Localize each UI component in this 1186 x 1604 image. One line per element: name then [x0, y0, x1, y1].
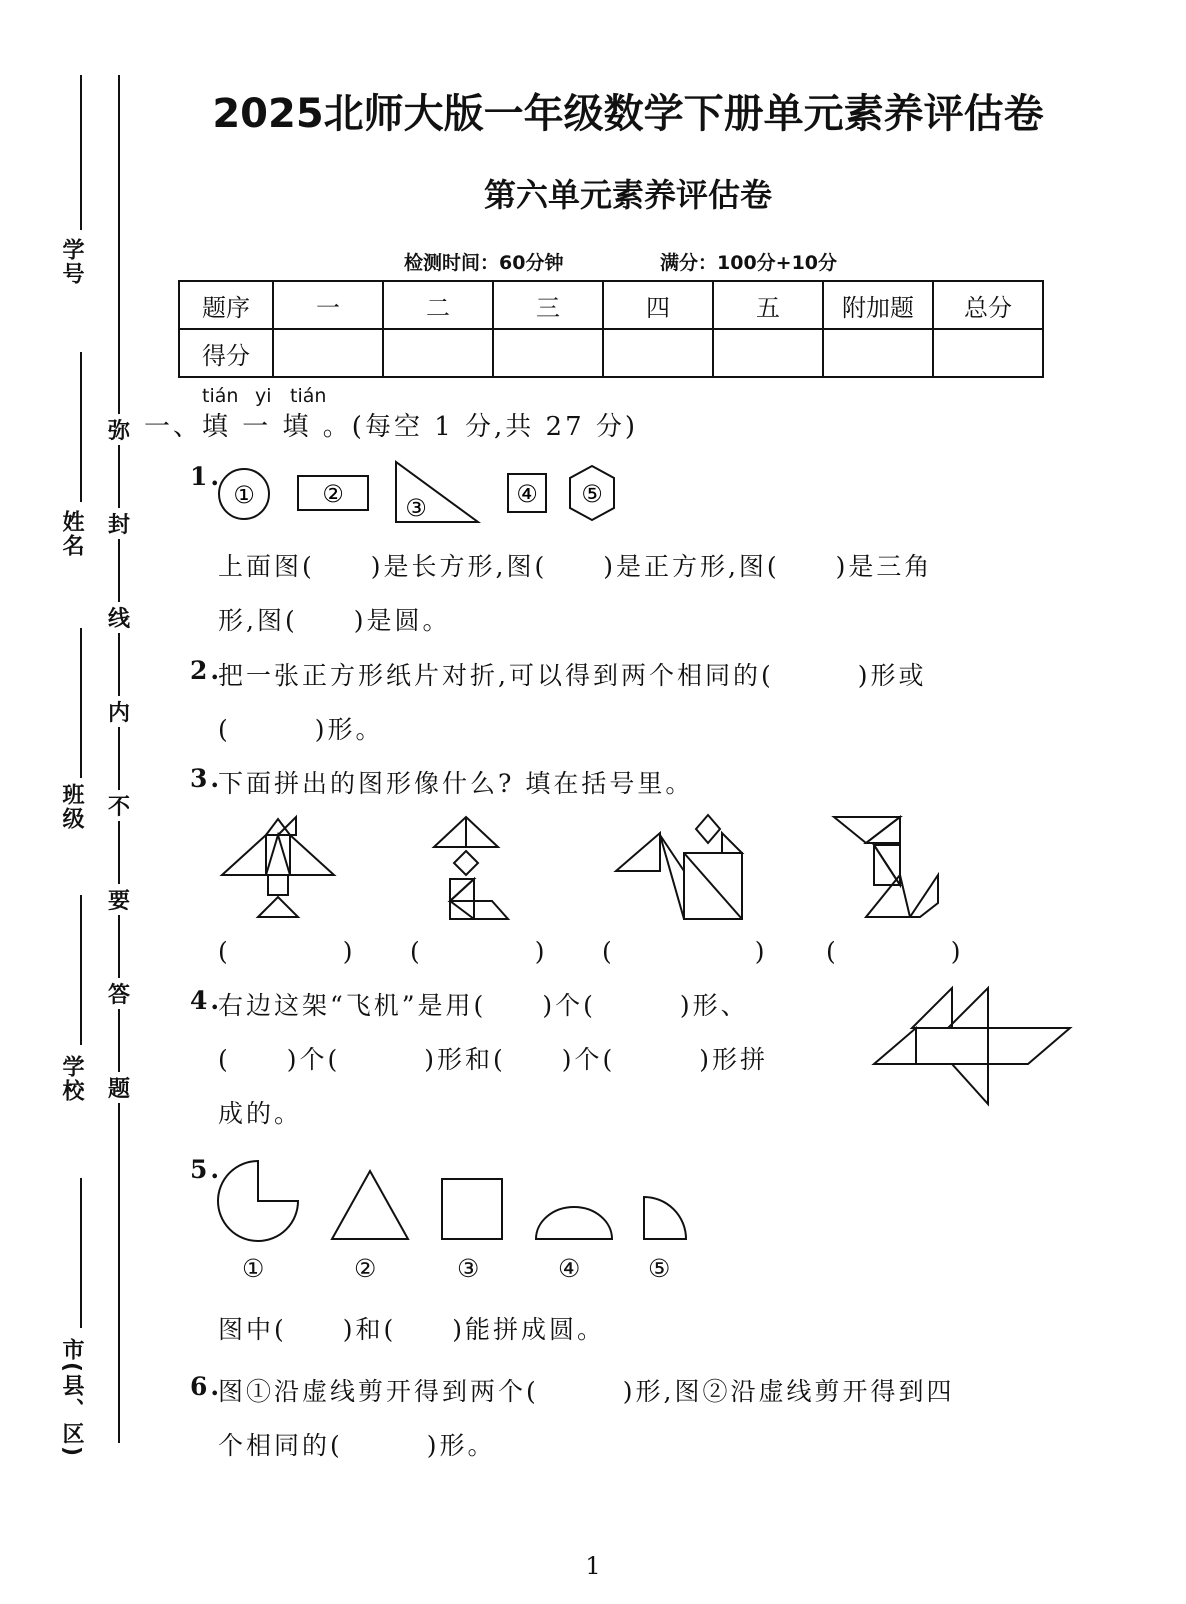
score-input-cell[interactable]	[383, 329, 493, 377]
binding-line-outer	[80, 628, 82, 778]
seal-char: 线	[104, 602, 134, 633]
question-text: ( )个( )形和( )个( )形拼	[218, 1045, 769, 1074]
score-cell: 题序	[179, 281, 273, 329]
tangram-bird	[222, 817, 334, 917]
label-class: 班级	[59, 783, 84, 831]
seal-char: 内	[104, 696, 134, 727]
answer-blank[interactable]: ( )	[410, 937, 548, 966]
shape-label: ④	[558, 1254, 584, 1283]
semicircle-shape	[536, 1207, 612, 1239]
score-cell: 四	[603, 281, 713, 329]
question-text: 把一张正方形纸片对折,可以得到两个相同的( )形或	[218, 661, 927, 690]
binding-line-outer	[80, 895, 82, 1045]
seal-char: 答	[104, 978, 134, 1009]
shape-label: ②	[354, 1254, 380, 1283]
shape-label: ③	[457, 1254, 483, 1283]
score-input-cell[interactable]	[823, 329, 933, 377]
tangram-figure-4	[834, 817, 938, 917]
quarter-circle-shape	[644, 1197, 686, 1239]
section-heading: 一、填 一 填 。(每空 1 分,共 27 分)	[144, 412, 639, 442]
score-input-cell[interactable]	[603, 329, 713, 377]
shape-label: ③	[405, 494, 427, 522]
shape-label: ①	[233, 481, 255, 509]
answer-blank[interactable]: ( )	[826, 937, 964, 966]
three-quarter-circle	[218, 1161, 298, 1241]
airplane-figure	[870, 984, 1080, 1114]
page-title: 2025北师大版一年级数学下册单元素养评估卷	[212, 91, 1044, 137]
label-student-id: 学号	[59, 238, 84, 286]
score-cell: 五	[713, 281, 823, 329]
label-name: 姓名	[59, 510, 84, 558]
question-number: 1.	[190, 462, 223, 491]
label-city: 市(县、区)	[59, 1338, 84, 1459]
answer-blank[interactable]: ( )	[218, 937, 356, 966]
label-school: 学校	[59, 1055, 84, 1103]
tangram-figure-3	[616, 815, 742, 919]
square-shape	[442, 1179, 502, 1239]
seal-char: 题	[104, 1072, 134, 1103]
score-cell: 得分	[179, 329, 273, 377]
triangle-shape	[332, 1171, 408, 1239]
shape-label: ⑤	[581, 480, 603, 508]
question-text: ( )形。	[218, 715, 384, 744]
binding-line-outer	[80, 352, 82, 502]
question-number: 5.	[190, 1155, 223, 1184]
shape-label: ⑤	[648, 1254, 674, 1283]
question-text: 形,图( )是圆。	[218, 606, 451, 635]
question-text: 右边这架“飞机”是用( )个( )形、	[218, 991, 749, 1020]
shape-label: ④	[516, 480, 538, 508]
question-number: 4.	[190, 986, 223, 1015]
q1-shapes	[210, 456, 690, 536]
pinyin: tián	[202, 385, 239, 407]
shape-label: ②	[322, 480, 344, 508]
page-number: 1	[585, 1552, 601, 1580]
score-cell: 一	[273, 281, 383, 329]
question-text: 上面图( )是长方形,图( )是正方形,图( )是三角	[218, 552, 933, 581]
seal-char: 封	[104, 508, 134, 539]
pinyin: tián	[290, 385, 327, 407]
score-cell: 三	[493, 281, 603, 329]
seal-char: 弥	[104, 414, 134, 445]
seal-char: 要	[104, 884, 134, 915]
question-text: 下面拼出的图形像什么? 填在括号里。	[218, 769, 694, 798]
seal-line	[118, 75, 120, 1443]
question-text: 图①沿虚线剪开得到两个( )形,图②沿虚线剪开得到四	[218, 1377, 955, 1406]
question-number: 2.	[190, 656, 223, 685]
full-score: 满分：100分+10分	[660, 252, 838, 274]
q5-shapes	[212, 1155, 712, 1245]
page-subtitle: 第六单元素养评估卷	[483, 176, 772, 214]
score-cell: 二	[383, 281, 493, 329]
score-input-cell[interactable]	[273, 329, 383, 377]
tangram-figure-2	[434, 817, 508, 919]
score-table-score-row	[179, 329, 1043, 377]
seal-char: 不	[104, 790, 134, 821]
pinyin: yi	[255, 385, 272, 407]
shape-label: ①	[242, 1254, 268, 1283]
question-text: 图中( )和( )能拼成圆。	[218, 1315, 606, 1344]
binding-line-outer	[80, 1178, 82, 1328]
question-text: 成的。	[218, 1099, 303, 1128]
question-number: 6.	[190, 1372, 223, 1401]
exam-time: 检测时间：60分钟	[404, 252, 564, 274]
question-text: 个相同的( )形。	[218, 1431, 496, 1460]
score-table-header-row	[179, 281, 1043, 329]
score-input-cell[interactable]	[493, 329, 603, 377]
score-cell: 附加题	[823, 281, 933, 329]
score-input-cell[interactable]	[713, 329, 823, 377]
answer-blank[interactable]: ( )	[602, 937, 768, 966]
score-input-cell[interactable]	[933, 329, 1043, 377]
question-number: 3.	[190, 764, 223, 793]
tangram-figures	[220, 815, 980, 925]
score-table	[178, 280, 1044, 378]
score-cell: 总分	[933, 281, 1043, 329]
